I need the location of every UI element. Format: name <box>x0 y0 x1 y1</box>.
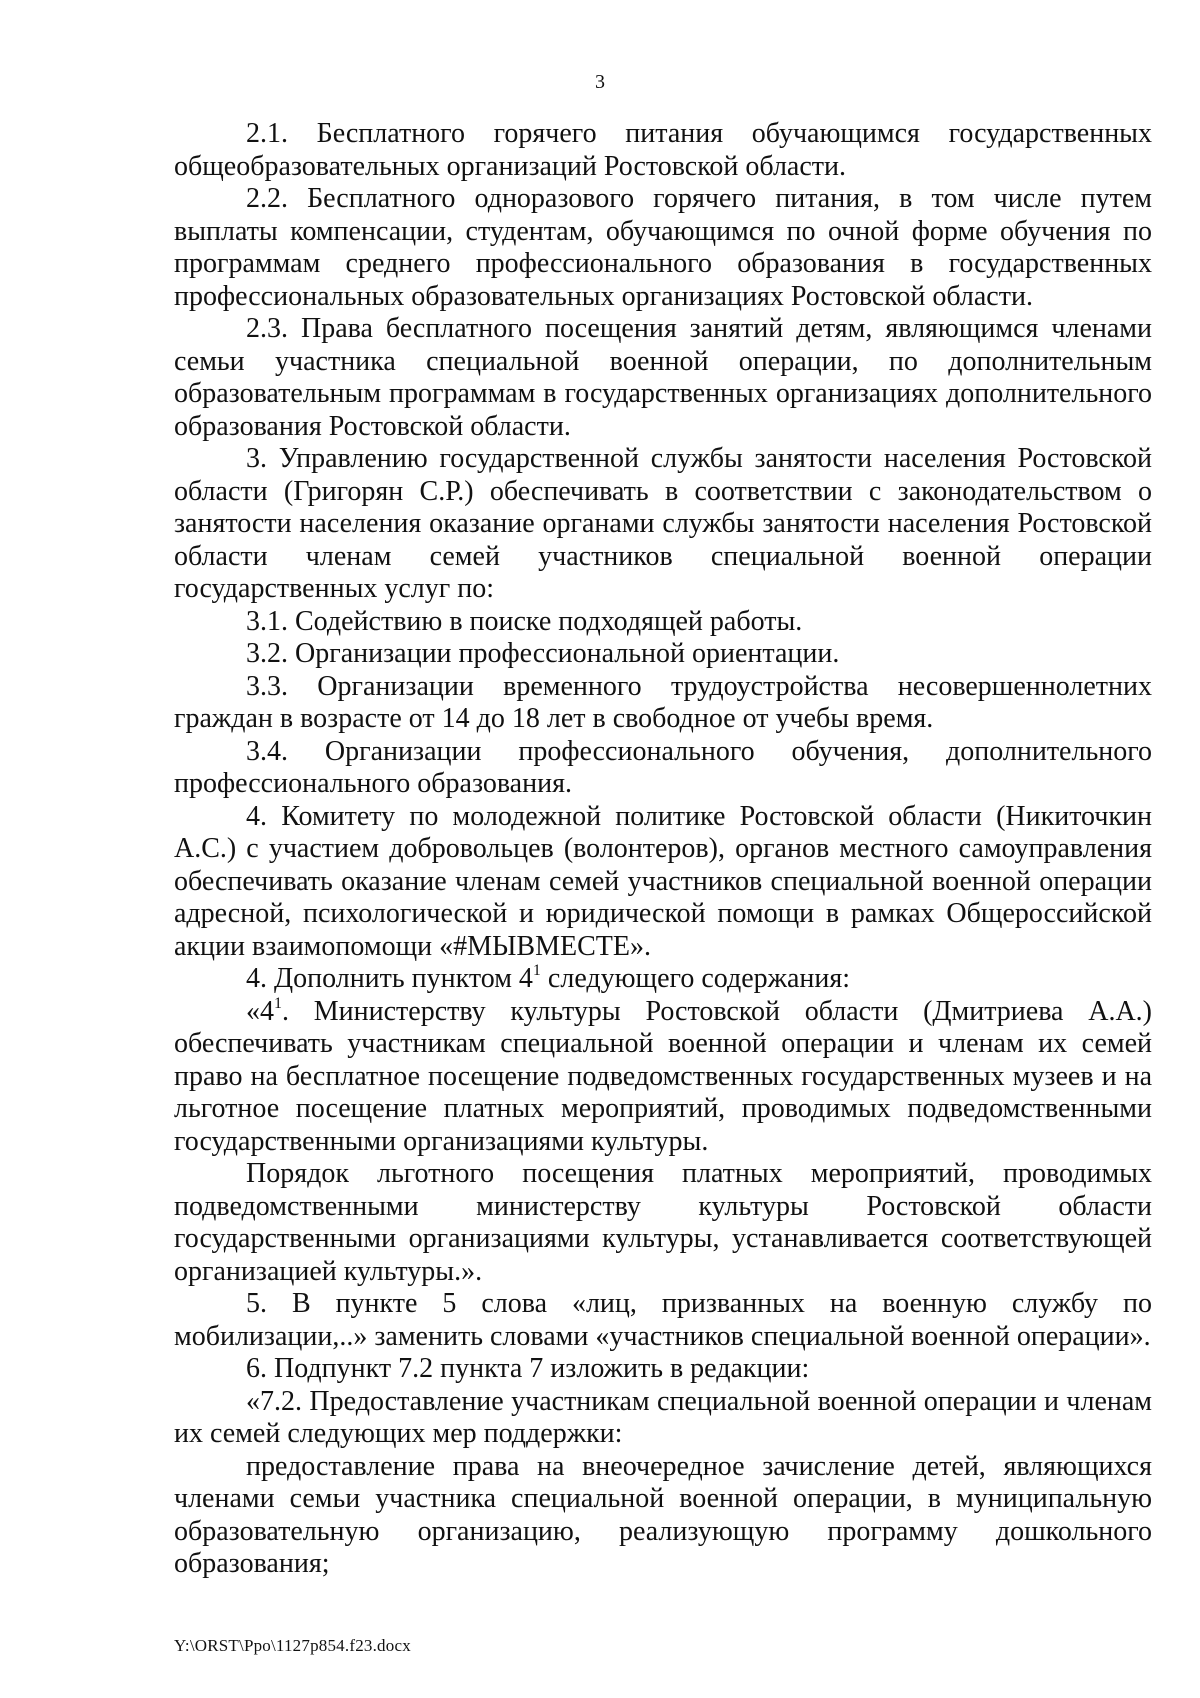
footer-file-path: Y:\ORST\Ppo\1127p854.f23.docx <box>174 1636 411 1655</box>
paragraph-3-2: 3.2. Организации профессиональной ориентации. <box>246 638 840 669</box>
paragraph-preschool-enrollment: предоставление права на внеочередное зачисление детей, являющихся членами семьи участника специальной военной операции, в муниципальную образовательную организацию, реализующую программу дошкольного образования; <box>174 1450 1152 1579</box>
paragraph-5: 5. В пункте 5 слова «лиц, призванных на военную службу по мобилизации,..» заменить словами «участников специальной военной операции». <box>174 1288 1152 1352</box>
paragraph-3: 3. Управлению государственной службы занятости населения Ростовской области (Григорян С.Р.) обеспечивать в соответствии с законодательством о занятости населения оказание органами службы занятости населения Ростовской области членам семей участников специальной военной операции государственных услуг по: <box>174 443 1152 604</box>
paragraph-4-youth-committee: 4. Комитету по молодежной политике Ростовской области (Никиточкин А.С.) с участием добровольцев (волонтеров), органов местного самоуправления обеспечивать оказание членам семей участников специальной военной операции адресной, психологической и юридической помощи в рамках Общероссийской акции взаимопомощи «#МЫВМЕСТЕ». <box>174 800 1152 962</box>
paragraph-2-3: 2.3. Права бесплатного посещения занятий детям, являющимся членами семьи участника специальной военной операции, по дополнительным образовательным программам в государственных организациях дополнительного образования Ростовской области. <box>174 313 1152 442</box>
amendment-text-start: 4. Дополнить пунктом 4 <box>246 963 533 994</box>
paragraph-4-amendment <box>174 963 1152 996</box>
clause-text: . Министерству культуры Ростовской области (Дмитриева А.А.) обеспечивать участникам специальной военной операции и членам их семей право на бесплатное посещение подведомственных государственных музеев и на льготное посещение платных мероприятий, проводимых подведомственными государственными организациями культуры. <box>174 995 1152 1157</box>
paragraph-3-4: 3.4. Организации профессионального обучения, дополнительного профессионального образования. <box>174 735 1152 799</box>
paragraph-2-1: 2.1. Бесплатного горячего питания обучающимся государственных общеобразовательных организаций Ростовской области. <box>174 118 1152 182</box>
paragraph-2-2: 2.2. Бесплатного одноразового горячего питания, в том числе путем выплаты компенсации, студентам, обучающимся по очной форме обучения по программам среднего профессионального образования в государственных профессиональных образовательных организациях Ростовской области. <box>174 183 1152 312</box>
paragraph-7-2: «7.2. Предоставление участникам специальной военной операции и членам их семей следующих мер поддержки: <box>174 1385 1152 1449</box>
document-body <box>174 118 1152 1581</box>
clause-number-start: «4 <box>246 995 274 1027</box>
paragraph-4-1-culture-ministry <box>174 996 1152 1159</box>
amendment-text-end: следующего содержания: <box>540 963 851 994</box>
page-number: 3 <box>595 71 605 93</box>
superscript-1: 1 <box>274 994 282 1012</box>
superscript-1: 1 <box>532 962 541 979</box>
paragraph-3-1: 3.1. Содействию в поиске подходящей работы. <box>246 605 803 637</box>
paragraph-6: 6. Подпункт 7.2 пункта 7 изложить в редакции: <box>246 1353 810 1384</box>
paragraph-discount-procedure: Порядок льготного посещения платных мероприятий, проводимых подведомственными министерству культуры Ростовской области государственными организациями культуры, устанавливается соответствующей организацией культуры.». <box>174 1158 1152 1287</box>
paragraph-3-3: 3.3. Организации временного трудоустройства несовершеннолетних граждан в возрасте от 14 до 18 лет в свободное от учебы время. <box>174 670 1152 734</box>
